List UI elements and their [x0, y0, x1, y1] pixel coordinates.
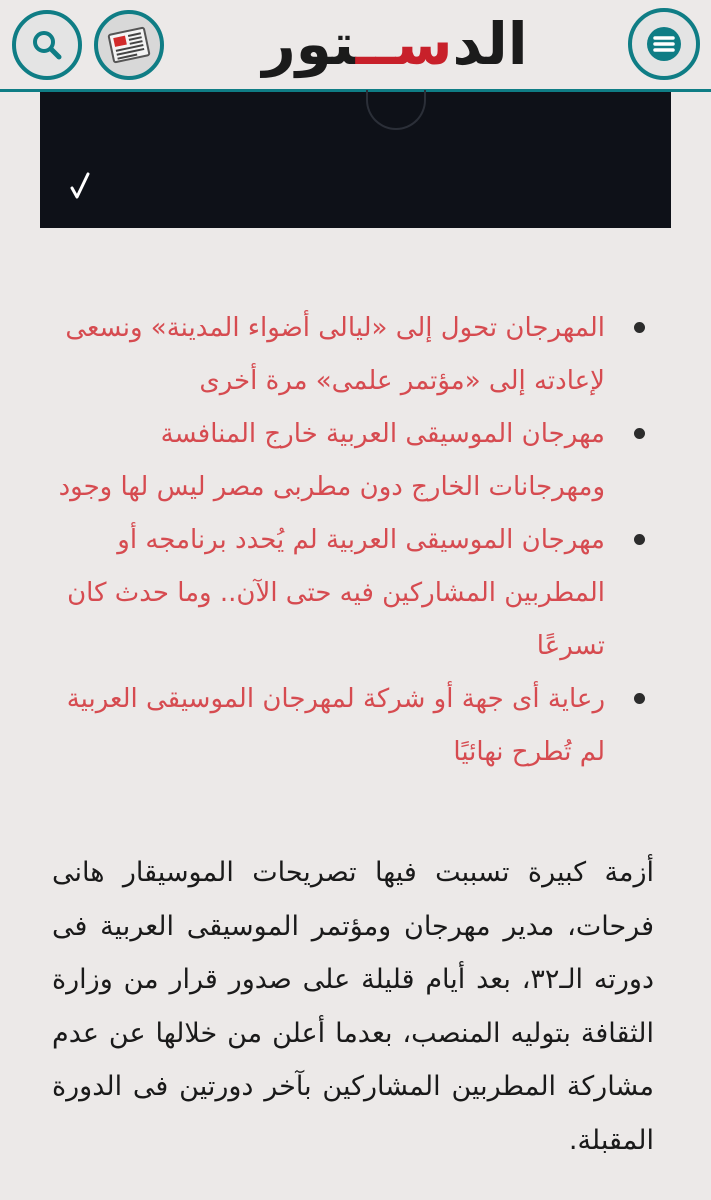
- checkmark-icon: [66, 166, 96, 206]
- highlight-item[interactable]: [40, 302, 655, 408]
- highlight-text: المهرجان تحول إلى «ليالى أضواء المدينة» ونسعى لإعادته إلى «مؤتمر علمى» مرة أخرى: [65, 313, 605, 396]
- bullet-icon: [634, 428, 645, 439]
- epaper-button[interactable]: [94, 10, 164, 80]
- video-control-handle: [366, 90, 426, 130]
- hamburger-menu-icon: [644, 24, 684, 64]
- highlight-text: مهرجان الموسيقى العربية لم يُحدد برنامجه أو المطربين المشاركين فيه حتى الآن.. وما حدث كان تسرعًا: [67, 525, 605, 661]
- site-logo[interactable]: [262, 6, 528, 82]
- highlight-text: مهرجان الموسيقى العربية خارج المنافسة ومهرجانات الخارج دون مطربى مصر ليس لها وجود: [58, 419, 605, 502]
- article-body-paragraph: أزمة كبيرة تسببت فيها تصريحات الموسيقار هانى فرحات، مدير مهرجان ومؤتمر الموسيقى العربية فى دورته الـ٣٢، بعد أيام قليلة على صدور قرار من وزارة الثقافة بتوليه المنصب، بعدما أعلن من خلالها عن عدم مشاركة المطربين المشاركين بآخر دورتين فى الدورة المقبلة.: [52, 857, 654, 1156]
- bullet-icon: [634, 693, 645, 704]
- logo-text-part-2: تور: [262, 10, 356, 78]
- newspaper-icon: [105, 25, 153, 65]
- highlight-item[interactable]: [40, 673, 655, 779]
- highlight-item[interactable]: [40, 514, 655, 673]
- logo-text-accent: ســ: [355, 10, 453, 78]
- site-header: [0, 0, 711, 92]
- logo-wordmark: [262, 10, 528, 78]
- bullet-icon: [634, 534, 645, 545]
- highlight-item[interactable]: [40, 408, 655, 514]
- search-icon: [30, 28, 64, 62]
- video-player[interactable]: [40, 92, 671, 228]
- article-highlights: [40, 302, 655, 779]
- highlight-text: رعاية أى جهة أو شركة لمهرجان الموسيقى العربية لم تُطرح نهائيًا: [66, 684, 605, 767]
- menu-button[interactable]: [628, 8, 700, 80]
- search-button[interactable]: [12, 10, 82, 80]
- logo-text-part-1: الد: [452, 10, 528, 78]
- bullet-icon: [634, 322, 645, 333]
